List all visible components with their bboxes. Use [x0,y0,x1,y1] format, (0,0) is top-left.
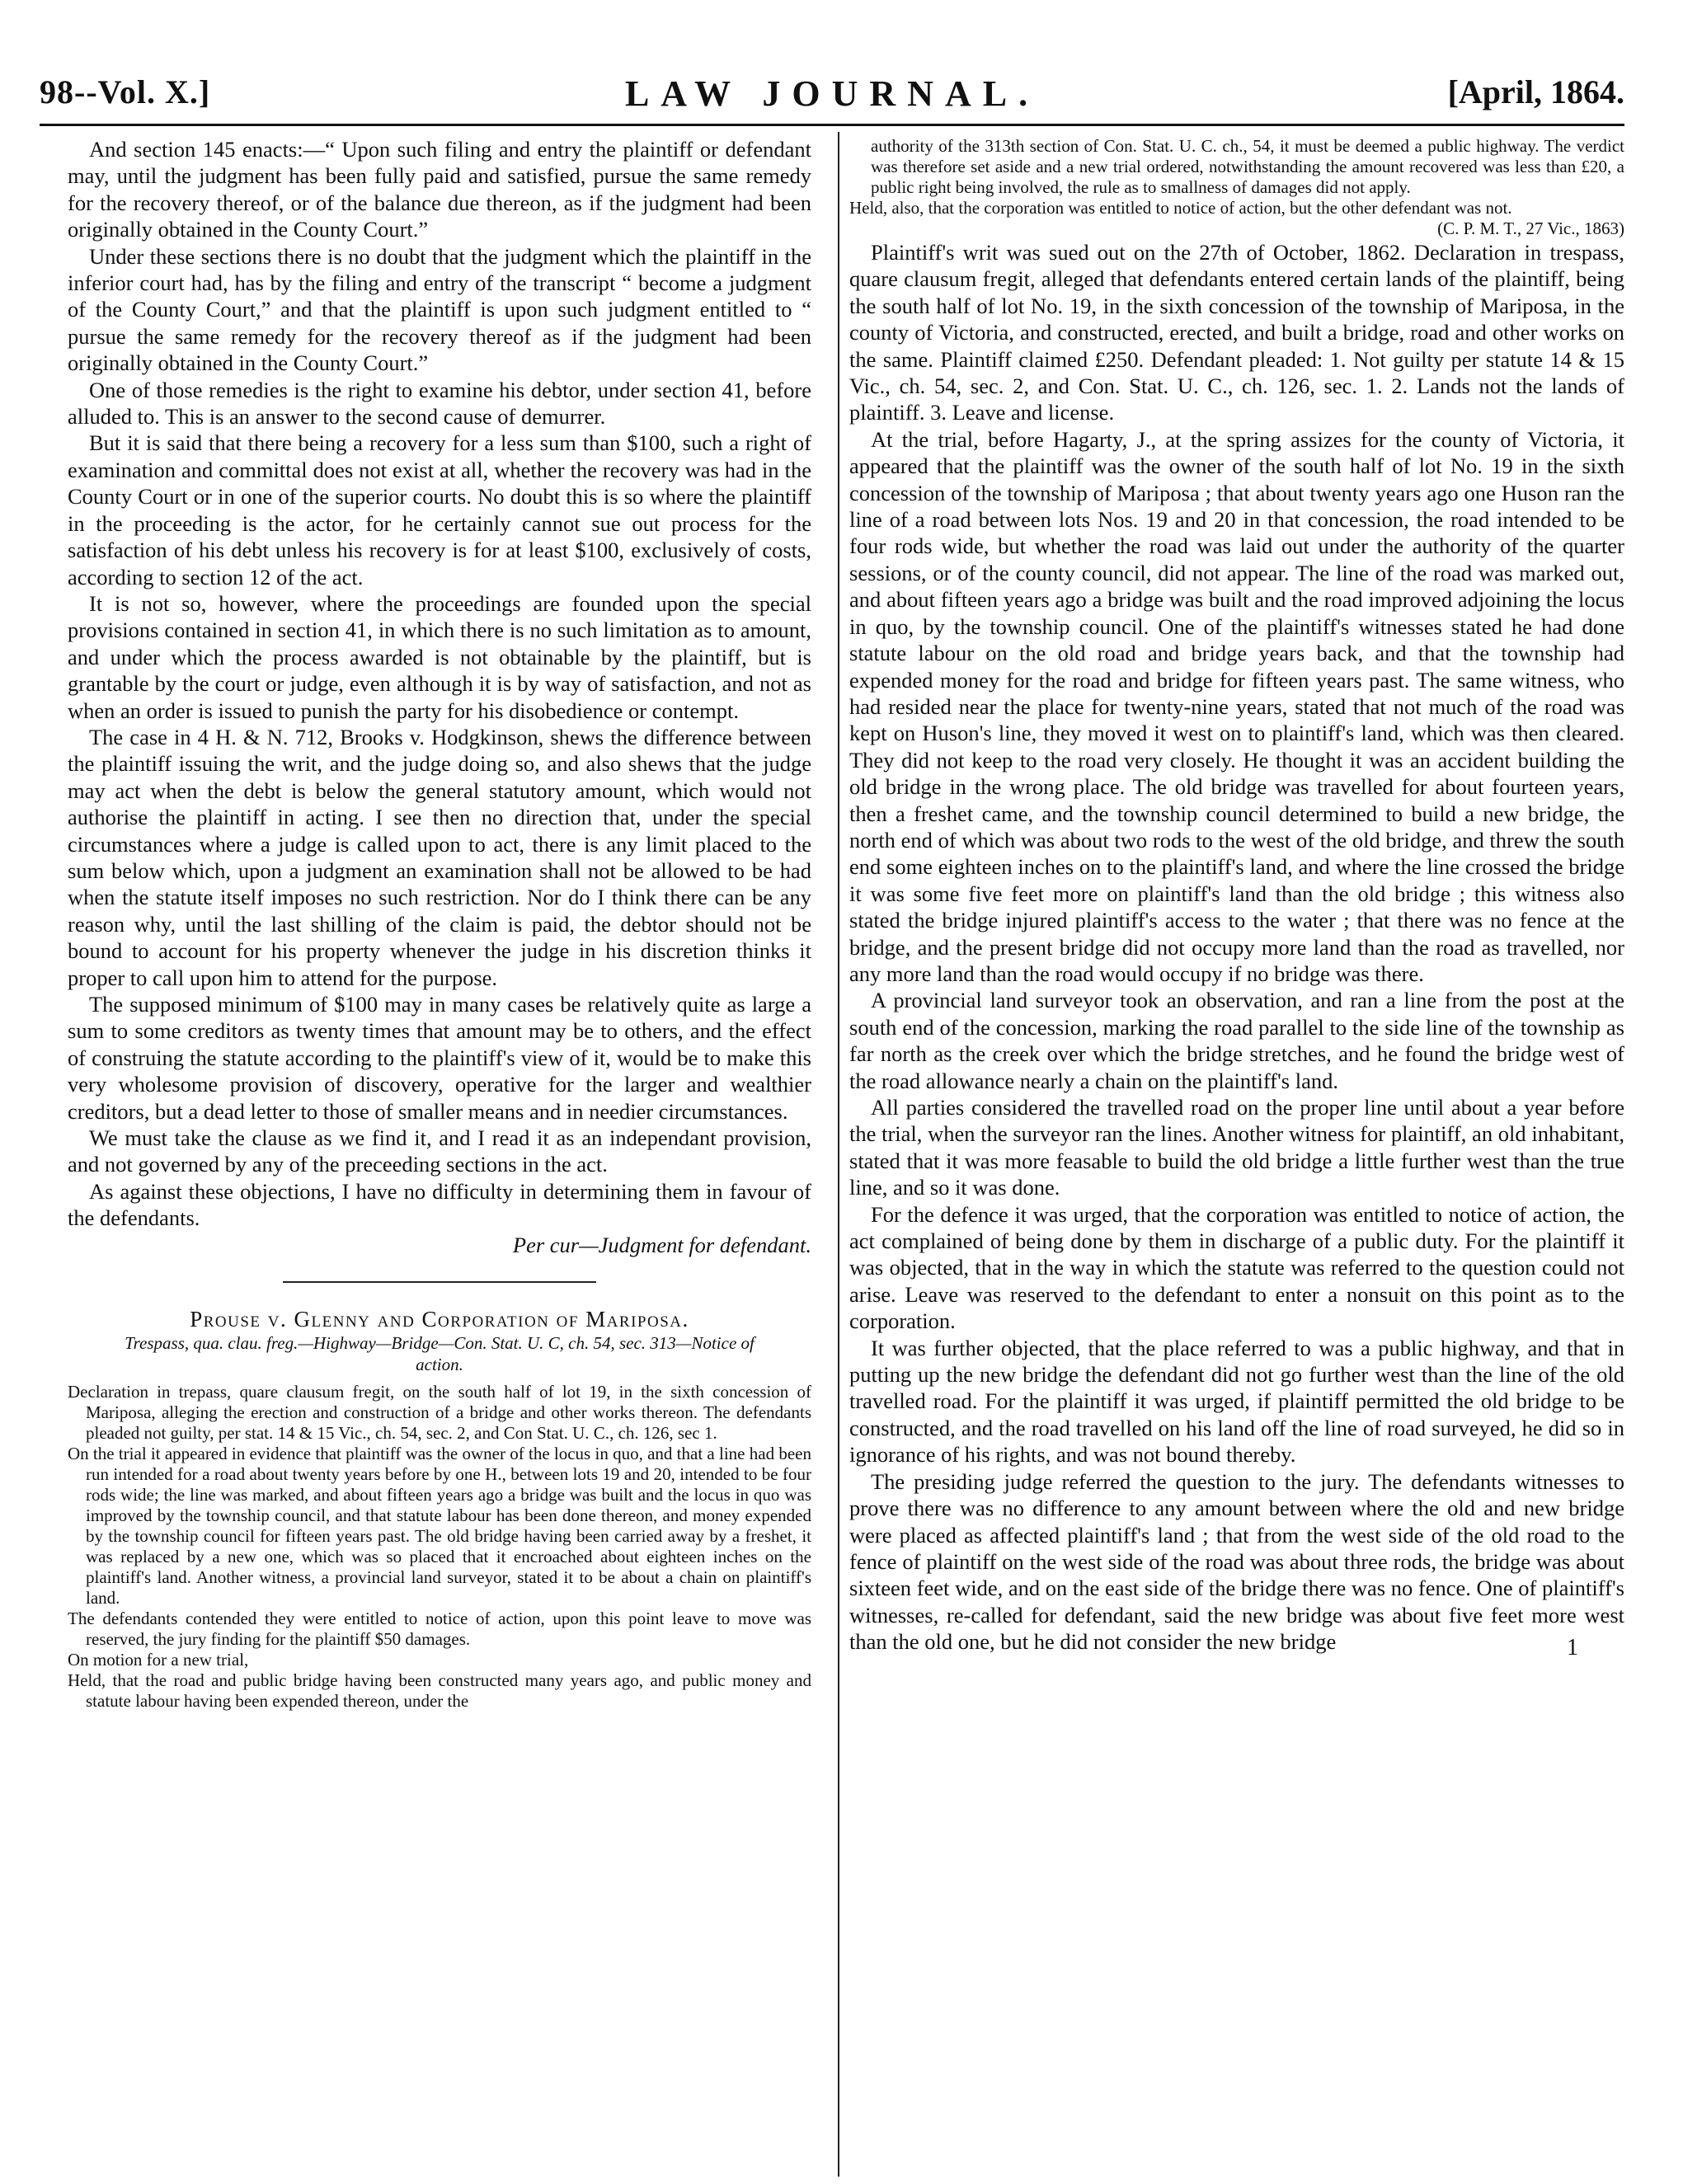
paragraph: We must take the clause as we find it, and I read it as an independant provision, and not governed by any of the preceeding sections in the act. [68,1125,811,1177]
paragraph: For the defence it was urged, that the corporation was entitled to notice of action, the act complained of being done by them in discharge of a public duty. For the plaintiff it was objected, that in the way in which the statute was referred to the question could not arise. Leave was reserved to the defendant to enter a nonsuit on this point as to the corporation. [849,1201,1624,1334]
left-column [68,136,811,1712]
paragraph: Under these sections there is no doubt that the judgment which the plaintiff in the inferior court had, has by the filing and entry of the transcript “ become a judgment of the County Court,” and that the plaintiff is upon such judgment entitled to “ pursue the same remedy for the recovery thereof as if the judgment had been originally obtained in the County Court.” [68,243,811,376]
paragraph: The supposed minimum of $100 may in many cases be relatively quite as large a sum to some creditors as twenty times that amount may be to others, and the effect of construing the statute according to the plaintiff's view of it, would be to make this very wholesome provision of discovery, operative for the larger and wealthier creditors, but a dead letter to those of smaller means and in needier circumstances. [68,992,811,1124]
paragraph: The case in 4 H. & N. 712, Brooks v. Hodgkinson, shews the difference between the plaintiff issuing the writ, and the judge doing so, and also shews that the judge may act when the debt is below the general statutory amount, which would not authorise the plaintiff in acting. I see then no direction that, under the special circumstances where a judge is called upon to act, there is any limit placed to the sum below which, upon a judgment an examination shall not be allowed to be had when the statute itself imposes no such restriction. Nor do I think there can be any reason why, until the last shilling of the claim is paid, the debtor should not be bound to account for his property whenever the judge in his discretion thinks it proper to call upon him to attend for the purpose. [68,724,811,990]
paragraph: As against these objections, I have no difficulty in determining them in favour of the defendants. [68,1178,811,1231]
headnote: Declaration in trepass, quare clausum fregit, on the south half of lot 19, in the sixth concession of Mariposa, alleging the erection and construction of a bridge and other works thereon. The defendants pleaded not guilty, per stat. 14 & 15 Vic., ch. 54, sec. 2, and Con Stat. U. C., ch. 126, sec 1. [68,1382,811,1444]
section-divider [283,1281,596,1283]
paragraph: One of those remedies is the right to examine his debtor, under section 41, before alluded to. This is an answer to the second cause of demurrer. [68,377,811,430]
page-header [40,73,1624,122]
headnotes-continued [849,136,1624,239]
margin-mark: 1 [1567,1635,1578,1660]
paragraph: But it is said that there being a recovery for a less sum than $100, such a right of examination and committal does not exist at all, whether the recovery was had in the County Court or in one of the superior courts. No doubt this is so where the plaintiff in the proceeding is the actor, for he certainly cannot sue out process for the satisfaction of his debt unless his recovery is for at least $100, exclusively of costs, according to section 12 of the act. [68,430,811,589]
paragraph: A provincial land surveyor took an observation, and ran a line from the post at the south end of the concession, marking the road parallel to the side line of the township as far north as the creek over which the bridge stretches, and he found the bridge west of the road allowance nearly a chain on the plaintiff's land. [849,988,1624,1093]
paragraph: It was further objected, that the place referred to was a public highway, and that in putting up the new bridge the defendant did not go further west than the line of the old travelled road. For the plaintiff it was urged, if plaintiff permitted the old bridge to be constructed, and the road travelled on his land off the line of road surveyed, he did so in ignorance of his rights, and was not bound thereby. [849,1335,1624,1468]
case-title: Prouse v. Glenny and Corporation of Mariposa. [190,1307,689,1332]
verdict: Per cur—Judgment for defendant. [512,1232,811,1257]
citation: (C. P. M. T., 27 Vic., 1863) [1437,218,1624,238]
headnote: Held, also, that the corporation was entitled to notice of action, but the other defendant was not. [849,198,1512,218]
paragraph: The presiding judge referred the question to the jury. The defendants witnesses to prove there was no difference to any amount between where the old and new bridge were placed as affected plaintiff's land ; that from the west side of the old road to the fence of plaintiff on the west side of the road was about three rods, the bridge was about sixteen feet wide, and on the east side of the bridge there was no fence. One of plaintiff's witnesses, re-called for defendant, said the new bridge was about five feet more west than the old one, but he did not consider the new bridge [849,1468,1624,1655]
paragraph: It is not so, however, where the proceedings are founded upon the special provisions contained in section 41, in which there is no such limitation as to amount, and under which the process awarded is not obtainable by the plaintiff, but is grantable by the court or judge, even although it is by way of satisfaction, and not as when an order is issued to punish the party for his disobedience or contempt. [68,590,811,723]
issue-date: [April, 1864. [1447,73,1624,110]
headnote: On motion for a new trial, [68,1650,249,1670]
paragraph: And section 145 enacts:—“ Upon such filing and entry the plaintiff or defendant may, until the judgment has been fully paid and satisfied, pursue the same remedy for the recovery thereof, or of the balance due thereon, as if the judgment had been originally obtained in the County Court.” [68,137,811,242]
headnotes [68,1382,811,1712]
page-volume: 98--Vol. X.] [40,73,211,110]
header-rule [40,124,1624,126]
case-subtitle: Trespass, qua. clau. freg.—Highway—Bridge—Con. Stat. U. C, ch. 54, sec. 313—Notice of action. [125,1333,755,1375]
headnote: authority of the 313th section of Con. Stat. U. C. ch., 54, it must be deemed a public highway. The verdict was therefore set aside and a new trial ordered, notwithstanding the amount recovered was less than £20, a public right being involved, the rule as to smallness of damages did not apply. [871,136,1624,197]
column-divider [838,132,839,2177]
headnote: The defendants contended they were entitled to notice of action, upon this point leave to move was reserved, the jury finding for the plaintiff $50 damages. [68,1609,811,1650]
journal-title: LAW JOURNAL. [624,73,1040,114]
paragraph: At the trial, before Hagarty, J., at the spring assizes for the county of Victoria, it appeared that the plaintiff was the owner of the south half of lot No. 19 in the sixth concession of the township of Mariposa ; that about twenty years ago one Huson ran the line of a road between lots Nos. 19 and 20 in that concession, the road intended to be four rods wide, but whether the road was laid out under the authority of the quarter sessions, or of the county council, did not appear. The line of the road was marked out, and about fifteen years ago a bridge was built and the road improved adjoining the locus in quo, by the township council. One of the plaintiff's witnesses stated he had done statute labour on the old road and bridge years back, and that the township had expended money for the road and bridge for fifteen years past. The same witness, who had resided near the place for twenty-nine years, stated that not much of the road was kept on Huson's line, they moved it west on to plaintiff's land, which was then cleared. They did not keep to the road very closely. He thought it was an accident building the old bridge in the wrong place. The old bridge was travelled for about fourteen years, then a freshet came, and the township council determined to build a new bridge, the north end of which was about two rods to the west of the old bridge, and threw the south end some eighteen inches on to the plaintiff's land, and where the line crossed the bridge it was some five feet more on plaintiff's land than the old bridge ; this witness also stated the bridge injured plaintiff's access to the water ; that there was no fence at the bridge, and the present bridge did not occupy more land than the road as travelled, nor any more land than the road would occupy if no bridge was there. [849,426,1624,986]
paragraph: Plaintiff's writ was sued out on the 27th of October, 1862. Declaration in trespass, quare clausum fregit, alleged that defendants entered certain lands of the plaintiff, being the south half of lot No. 19, in the sixth concession of the township of Mariposa, in the county of Victoria, and constructed, erected, and built a bridge, road and other works on the same. Plaintiff claimed £250. Defendant pleaded: 1. Not guilty per statute 14 & 15 Vic., ch. 54, sec. 2, and Con. Stat. U. C., ch. 126, sec. 1. 2. Lands not the lands of plaintiff. 3. Leave and license. [849,240,1624,425]
headnote: Held, that the road and public bridge having been constructed many years ago, and public money and statute labour having been expended thereon, under the [68,1670,811,1712]
right-column [849,136,1624,1656]
headnote: On the trial it appeared in evidence that plaintiff was the owner of the locus in quo, and that a line had been run intended for a road about twenty years before by one H., between lots 19 and 20, intended to be four rods wide; the line was marked, and about fifteen years ago a bridge was built and the locus in quo was improved by the township council, and that statute labour has been done thereon, and money expended by the township council for fifteen years past. The old bridge having been carried away by a freshet, it was replaced by a new one, which was so placed that it encroached about eighteen inches on the plaintiff's land. Another witness, a provincial land surveyor, stated it to be about a chain on plaintiff's land. [68,1444,811,1609]
paragraph: All parties considered the travelled road on the proper line until about a year before the trial, when the surveyor ran the lines. Another witness for plaintiff, an old inhabitant, stated that it was more feasable to build the old bridge a little further west than the true line, and so it was done. [849,1095,1624,1200]
